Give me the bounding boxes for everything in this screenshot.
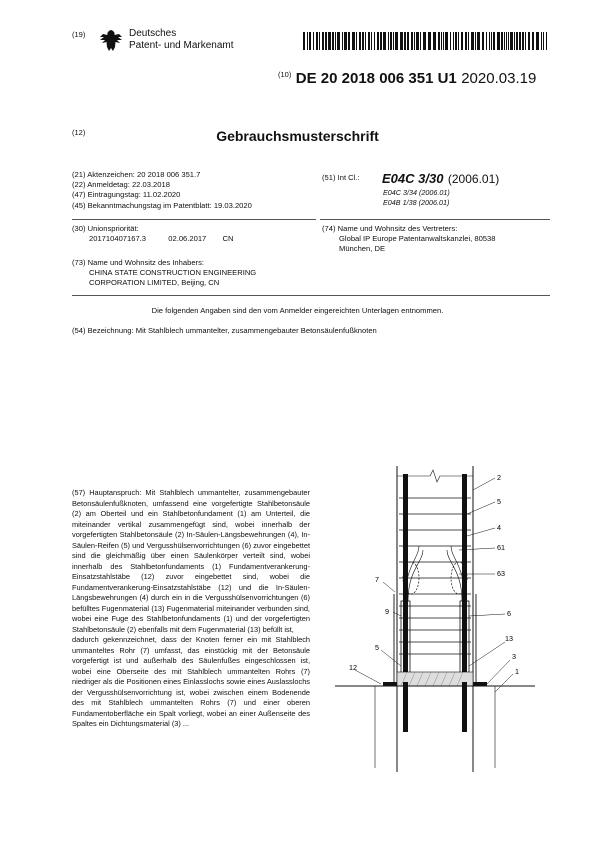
barcode-bar (420, 32, 421, 50)
figure-label: 9 (385, 607, 389, 616)
figure-label: 5 (375, 643, 379, 652)
owner-label: (73) Name und Wohnsitz des Inhabers: (72, 258, 204, 267)
divider (320, 219, 550, 220)
filing-date: (22) Anmeldetag: 22.03.2018 (72, 180, 170, 190)
barcode-bar (543, 32, 544, 50)
document-number-line (278, 70, 536, 88)
inid-code-12: (12) (72, 128, 86, 137)
priority-number: 201710407167.3 (89, 234, 147, 244)
divider (72, 295, 550, 296)
document-type-title: Gebrauchsmusterschrift (216, 128, 379, 144)
priority-country: CN (222, 234, 234, 244)
barcode-bar (414, 32, 415, 50)
barcode-bar (313, 32, 314, 50)
barcode-bar (541, 32, 542, 50)
figure-label: 1 (515, 667, 519, 676)
application-number: (21) Aktenzeichen: 20 2018 006 351.7 (72, 170, 201, 179)
barcode-bar (404, 32, 406, 50)
barcode-bar (504, 32, 505, 50)
barcode-bar (491, 32, 492, 50)
owner-line2: CORPORATION LIMITED, Beijing, CN (89, 278, 220, 288)
barcode-bar (455, 32, 457, 50)
office-line2: Patent- und Markenamt (129, 40, 234, 51)
barcode-bar (356, 32, 357, 50)
barcode-bar (309, 32, 311, 50)
barcode-bar (528, 32, 530, 50)
registration-date: (47) Eintragungstag: 11.02.2020 (72, 190, 181, 200)
barcode-bar (508, 32, 509, 50)
barcode-bar (450, 32, 451, 50)
barcode-bar (316, 32, 318, 50)
barcode-bar (359, 32, 361, 50)
agent-line1: Global IP Europe Patentanwaltskanzlei, 80538 (339, 234, 496, 244)
barcode-bar (342, 32, 343, 50)
barcode-bar (471, 32, 474, 50)
barcode-bar (433, 32, 436, 50)
barcode-bar (380, 32, 382, 50)
figure-label: 5 (497, 497, 501, 506)
agent-label: (74) Name und Wohnsitz des Vertreters: (322, 224, 458, 233)
barcode-bar (536, 32, 539, 50)
barcode-bar (506, 32, 507, 50)
barcode-bar (368, 32, 370, 50)
ipc-secondary-class: E04B 1/38 (2006.01) (383, 197, 450, 207)
barcode-bar (458, 32, 459, 50)
inid-code-19: (19) (72, 30, 86, 39)
barcode (303, 32, 549, 50)
application-metadata (72, 170, 312, 211)
applicant-note: Die folgenden Angaben sind den vom Anmelder eingereichten Unterlagen entnommen. (151, 306, 444, 315)
ipc-classification (322, 170, 552, 207)
barcode-bar (423, 32, 426, 50)
agent-line2: München, DE (339, 244, 386, 254)
inid-code-10: (10) (278, 70, 292, 79)
abstract (72, 488, 310, 730)
barcode-bar (525, 32, 526, 50)
barcode-bar (493, 32, 495, 50)
barcode-bar (307, 32, 308, 50)
barcode-bar (501, 32, 503, 50)
barcode-bar (395, 32, 398, 50)
barcode-bar (411, 32, 413, 50)
owner-block (72, 258, 312, 289)
ipc-main-version: (2006.01) (447, 172, 500, 186)
barcode-bar (407, 32, 409, 50)
barcode-bar (400, 32, 403, 50)
barcode-bar (441, 32, 442, 50)
barcode-bar (532, 32, 534, 50)
barcode-bar (416, 32, 419, 50)
ipc-main-class: E04C 3/30 (382, 171, 444, 186)
barcode-bar (428, 32, 431, 50)
barcode-bar (352, 32, 355, 50)
barcode-bar (319, 32, 320, 50)
owner-line1: CHINA STATE CONSTRUCTION ENGINEERING (89, 268, 257, 278)
barcode-bar (303, 32, 305, 50)
barcode-bar (393, 32, 394, 50)
barcode-bar (383, 32, 386, 50)
agent-block (322, 224, 552, 255)
barcode-bar (461, 32, 463, 50)
abstract-main-claim: (57) Hauptanspruch: Mit Stahlblech ummantelter, zusammengebauter Betonsäulenfußknoten, umfassend eine vorgefertigte Stahlbetonsäule (2) am Oberteil und ein Stahlbetonfundament (1) am Unterteil, die miteinander vertikal zusammengefügt sind, wobei innerhalb der vorgefertigten Stahlbetonsäule (2) In-Säulen-Längsbewehrungen (4), In-Säulen-Reifen (5) und Vergusshülsenvorrichtungen (6) zuvor eingebettet sind die gleichmäßig über einen Säulenkörper verteilt sind, wobei innerhalb des Stahlbetonfundaments (1) Fundamentverankerung-Einsatzstahlstäbe (12) zuvor eingebettet sind, wobei die Fundamentverankerung-Einsatzstahlstäbe (12) und die In-Säulen-Längsbewehrungen (4) durch ein in die Vergusshülsenvorrichtungen (6) befülltes Fugenmaterial (13) Fugenmaterial miteinander verbunden sind, wobei eine Fuge des Stahlbetonfundaments (1) und der vorgefertigten Stahlbetonsäule (2) ebenfalls mit dem Fugenmaterial (13) befüllt ist, (72, 488, 310, 634)
figure-label: 6 (507, 609, 511, 618)
barcode-bar (344, 32, 347, 50)
barcode-bar (482, 32, 484, 50)
barcode-bar (468, 32, 469, 50)
barcode-bar (371, 32, 372, 50)
barcode-bar (438, 32, 440, 50)
figure-label: 3 (512, 652, 516, 661)
document-number: DE 20 2018 006 351 U1 (295, 70, 457, 87)
barcode-bar (465, 32, 467, 50)
priority-date: 02.06.2017 (168, 234, 207, 244)
barcode-bar (374, 32, 375, 50)
barcode-bar (443, 32, 444, 50)
figure-label: 7 (375, 575, 379, 584)
barcode-bar (328, 32, 331, 50)
invention-title: (54) Bezeichnung: Mit Stahlblech ummantelter, zusammengebauter Betonsäulenfußknoten (72, 326, 377, 335)
patent-drawing (335, 466, 535, 772)
figure-label: 13 (505, 634, 513, 643)
barcode-bar (322, 32, 324, 50)
barcode-bar (516, 32, 518, 50)
barcode-bar (489, 32, 490, 50)
barcode-bar (477, 32, 480, 50)
figure-label: 63 (497, 569, 505, 578)
figure-label: 4 (497, 523, 501, 532)
figure-label: 61 (497, 543, 505, 552)
barcode-bar (388, 32, 389, 50)
barcode-bar (546, 32, 547, 50)
barcode-bar (335, 32, 336, 50)
barcode-bar (497, 32, 500, 50)
barcode-bar (337, 32, 340, 50)
barcode-bar (390, 32, 392, 50)
office-name (129, 28, 234, 52)
barcode-bar (377, 32, 379, 50)
publication-date: (45) Bekanntmachungstag im Patentblatt: 19.03.2020 (72, 200, 252, 210)
barcode-bar (519, 32, 521, 50)
barcode-bar (486, 32, 487, 50)
priority-label: (30) Unionspriorität: (72, 224, 139, 233)
barcode-bar (514, 32, 515, 50)
barcode-bar (365, 32, 366, 50)
barcode-bar (445, 32, 448, 50)
figure-label: 2 (497, 473, 501, 482)
divider (72, 219, 316, 220)
federal-eagle-logo (98, 28, 124, 54)
barcode-bar (362, 32, 364, 50)
priority-block (72, 224, 312, 244)
barcode-bar (453, 32, 454, 50)
abstract-characterizing-part: dadurch gekennzeichnet, dass der Knoten ferner ein mit Stahlblech ummanteltes Rohr (7) umfasst, das einstückig mit der Betonsäule vorgefertigt ist und außerhalb des Säulenfußes eingeschlossen ist, wobei eine Oberseite des mit Stahlblech ummantelten Rohrs (7) niedriger als die Positionen eines Einlasslochs sowie eines Auslasslochs der Vergusshülsenvorrichtung ist, wobei zwischen einem Bodenende des mit Stahlblech ummantelten Rohrs (7) und einer oberen Fundamentoberfläche ein Spalt vorliegt, wobei an einer Außenseite des Spaltes ein Dichtungsmaterial (3) ... (72, 635, 310, 728)
barcode-bar (332, 32, 334, 50)
office-line1: Deutsches (129, 28, 177, 39)
ipc-label: (51) Int Cl.: (322, 173, 360, 182)
document-date: 2020.03.19 (461, 70, 537, 87)
barcode-bar (325, 32, 327, 50)
barcode-bar (522, 32, 524, 50)
ipc-secondary-class: E04C 3/34 (2006.01) (383, 188, 450, 197)
barcode-bar (475, 32, 476, 50)
figure-label: 12 (349, 663, 357, 672)
barcode-bar (348, 32, 350, 50)
barcode-bar (510, 32, 513, 50)
